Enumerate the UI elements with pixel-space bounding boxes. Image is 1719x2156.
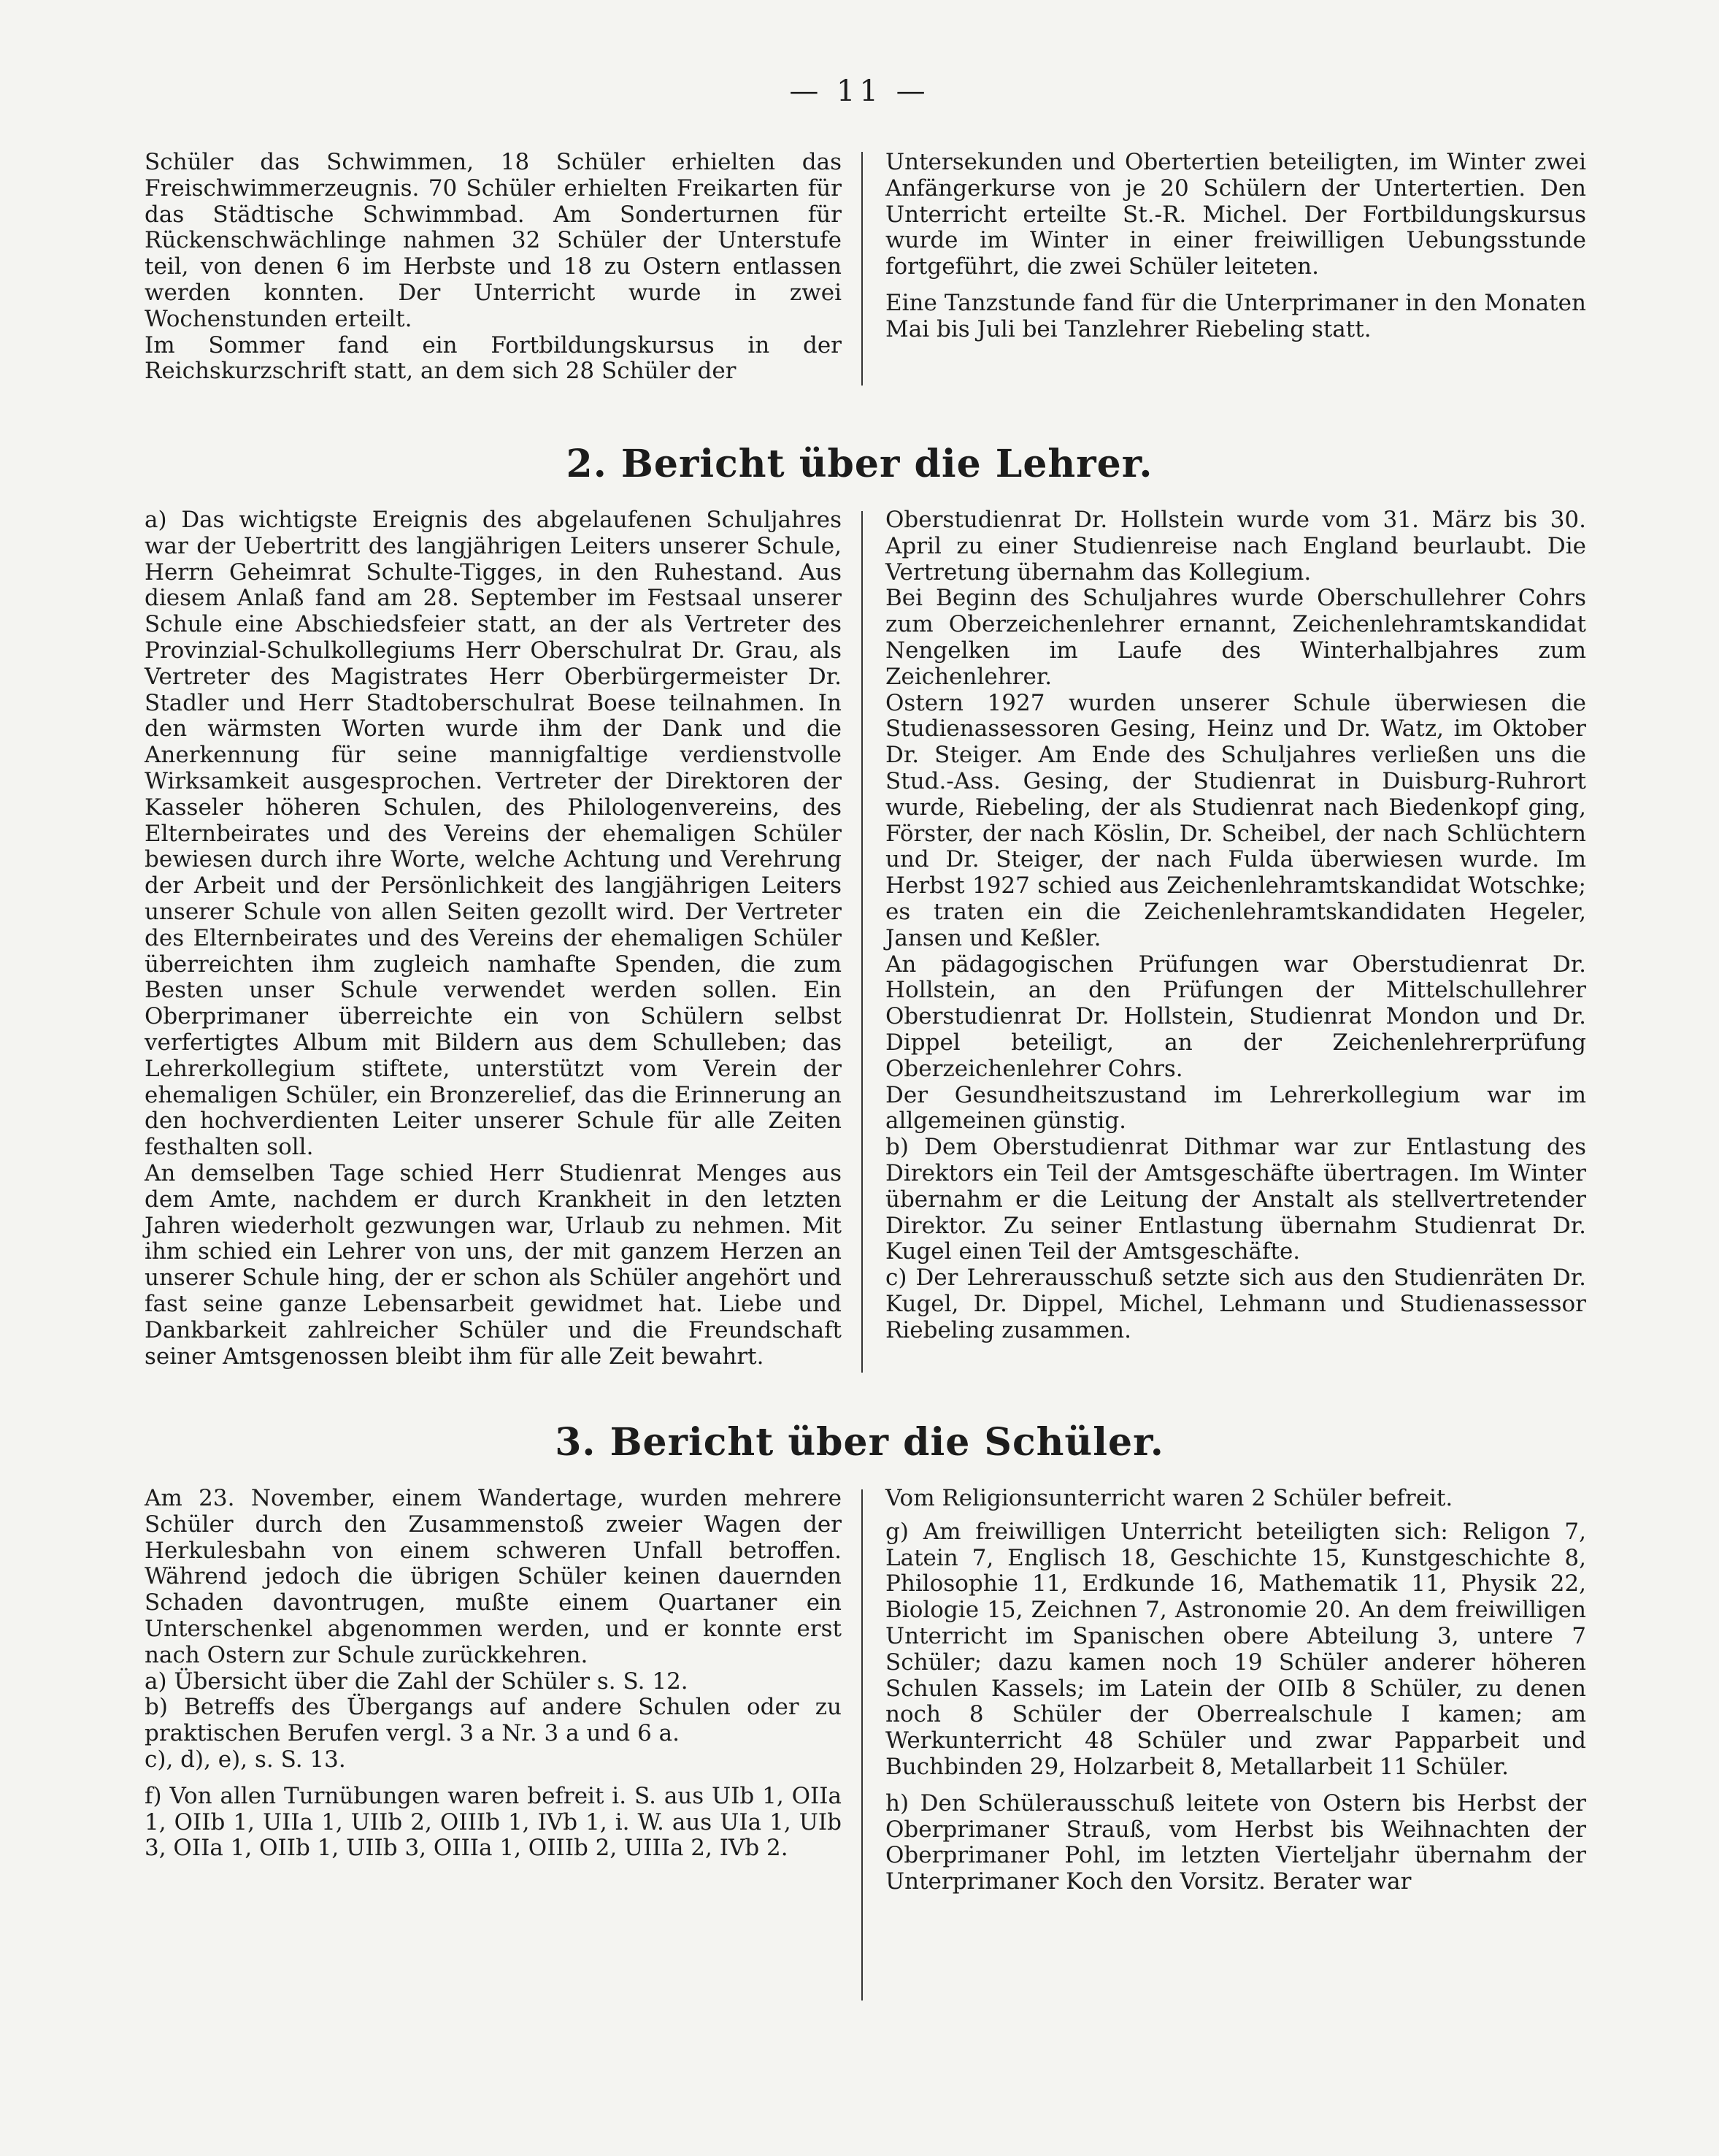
section3-left-column: [145, 1486, 842, 1862]
paragraph: Bei Beginn des Schuljahres wurde Oberschullehrer Cohrs zum Oberzeichenlehrer ernannt, Zeichenlehramtskandidat Nengelken im Laufe des Winterhalbjahres zum Zeichenlehrer.: [885, 585, 1586, 690]
paragraph: Im Sommer fand ein Fortbildungskursus in der Reichskurzschrift statt, an dem sich 28 Schüler der: [145, 331, 842, 385]
paragraph: An demselben Tage schied Herr Studienrat Menges aus dem Amte, nachdem er durch Krankheit in den letzten Jahren wiederholt gezwungen war, Urlaub zu nehmen. Mit ihm schied ein Lehrer von uns, der mit ganzem Herzen an unserer Schule hing, der er schon als Schüler angehört und fast seine ganze Lebensarbeit gewidmet hat. Liebe und Dankbarkeit zahlreicher Schüler und die Freundschaft seiner Amtsgenossen bleibt ihm für alle Zeit bewahrt.: [145, 1159, 842, 1370]
column-divider: [861, 1489, 863, 2000]
section3-right-column: [885, 1486, 1586, 1895]
paragraph: c) Der Lehrerausschuß setzte sich aus den Studienräten Dr. Kugel, Dr. Dippel, Michel, Lehmann und Studienassessor Riebeling zusammen.: [885, 1265, 1586, 1343]
paragraph: a) Übersicht über die Zahl der Schüler s. S. 12.: [145, 1668, 688, 1695]
paragraph: f) Von allen Turnübungen waren befreit i. S. aus UIb 1, OIIa 1, OIIb 1, UIIa 1, UIIb 2, OIIIb 1, IVb 1, i. W. aus UIa 1, UIb 3, OIIa 1, OIIb 1, UIIb 3, OIIIa 1, OIIIb 2, UIIIa 2, IVb 2.: [145, 1782, 842, 1862]
section-heading: 2. Bericht über die Lehrer.: [566, 442, 1153, 486]
paragraph: a) Das wichtigste Ereignis des abgelaufenen Schuljahres war der Uebertritt des langjährigen Leiters unserer Schule, Herrn Geheimrat Schulte-Tigges, in den Ruhestand. Aus diesem Anlaß fand am 28. September im Festsaal unserer Schule eine Abschiedsfeier statt, an der als Vertreter des Provinzial-Schulkollegiums Herr Oberschulrat Dr. Grau, als Vertreter des Magistrates Herr Oberbürgermeister Dr. Stadler und Herr Stadtoberschulrat Boese teilnahmen. In den wärmsten Worten wurde ihm der Dank und die Anerkennung für seine mannigfaltige verdienstvolle Wirksamkeit ausgesprochen. Vertreter der Direktoren der Kasseler höheren Schulen, des Philologenvereins, des Elternbeirates und des Vereins der ehemaligen Schüler bewiesen durch ihre Worte, welche Achtung und Verehrung der Arbeit und der Persönlichkeit des langjährigen Leiters unserer Schule von allen Seiten gezollt wird. Der Vertreter des Elternbeirates und des Vereins der ehemaligen Schüler überreichten ihm zugleich namhafte Spenden, die zum Besten unser Schule verwendet werden sollen. Ein Oberprimaner überreichte ein von Schülern selbst verfertigtes Album mit Bildern aus dem Schulleben; das Lehrerkollegium stiftete, unterstützt vom Verein der ehemaligen Schüler, ein Bronzerelief, das die Erinnerung an den hochverdienten Leiter unserer Schule für alle Zeiten festhalten soll.: [145, 507, 842, 1161]
paragraph: Am 23. November, einem Wandertage, wurden mehrere Schüler durch den Zusammenstoß zweier Wagen der Herkulesbahn von einem schweren Unfall betroffen. Während jedoch die übrigen Schüler keinen dauernden Schaden davontrugen, mußte einem Quartaner ein Unterschenkel abgenommen werden, und er konnte erst nach Ostern zur Schule zurückkehren.: [145, 1485, 842, 1668]
paragraph: Vom Religionsunterricht waren 2 Schüler befreit.: [885, 1485, 1453, 1511]
page-number: — 11 —: [789, 74, 930, 108]
paragraph: g) Am freiwilligen Unterricht beteiligten sich: Religon 7, Latein 7, Englisch 18, Geschichte 15, Kunstgeschichte 8, Philosophie 11, Erdkunde 16, Mathematik 11, Physik 22, Biologie 15, Zeichnen 7, Astronomie 20. An dem freiwilligen Unterricht im Spanischen obere Abteilung 3, untere 7 Schüler; dazu kamen noch 19 Schüler anderer höheren Schulen Kassels; im Latein der OIIb 8 Schüler, zu denen noch 8 Schüler der Oberrealschule I kamen; am Werkunterricht 48 Schüler und zwar Papparbeit und Buchbinden 29, Holzarbeit 8, Metallarbeit 11 Schüler.: [885, 1518, 1586, 1780]
paragraph: An pädagogischen Prüfungen war Oberstudienrat Dr. Hollstein, an den Prüfungen der Mittelschullehrer Oberstudienrat Dr. Hollstein, Studienrat Mondon und Dr. Dippel beteiligt, an der Zeichenlehrerprüfung Oberzeichenlehrer Cohrs.: [885, 951, 1586, 1082]
paragraph: Ostern 1927 wurden unserer Schule überwiesen die Studienassessoren Gesing, Heinz und Dr. Watz, im Oktober Dr. Steiger. Am Ende des Schuljahres verließen uns die Stud.-Ass. Gesing, der Studienrat in Duisburg-Ruhrort wurde, Riebeling, der als Studienrat nach Biedenkopf ging, Förster, der nach Köslin, Dr. Scheibel, der nach Schlüchtern und Dr. Steiger, der nach Fulda überwiesen wurde. Im Herbst 1927 schied aus Zeichenlehramtskandidat Wotschke; es traten ein die Zeichenlehramtskandidaten Hegeler, Jansen und Keßler.: [885, 689, 1586, 951]
paragraph: Untersekunden und Obertertien beteiligten, im Winter zwei Anfängerkurse von je 20 Schülern der Untertertien. Den Unterricht erteilte St.-R. Michel. Der Fortbildungskursus wurde im Winter in einer freiwilligen Uebungsstunde fortgeführt, die zwei Schüler leiteten.: [885, 149, 1586, 280]
section-heading: 3. Bericht über die Schüler.: [555, 1420, 1164, 1465]
paragraph: c), d), e), s. S. 13.: [145, 1746, 346, 1773]
paragraph: Oberstudienrat Dr. Hollstein wurde vom 31. März bis 30. April zu einer Studienreise nach England beurlaubt. Die Vertretung übernahm das Kollegium.: [885, 507, 1586, 586]
column-divider: [861, 511, 863, 1373]
paragraph: h) Den Schülerausschuß leitete von Ostern bis Herbst der Oberprimaner Strauß, vom Herbst bis Weihnachten der Oberprimaner Pohl, im letzten Vierteljahr übernahm der Unterprimaner Koch den Vorsitz. Berater war: [885, 1789, 1586, 1895]
paragraph: Eine Tanzstunde fand für die Unterprimaner in den Monaten Mai bis Juli bei Tanzlehrer Riebeling statt.: [885, 289, 1586, 342]
section1-right-column: [885, 150, 1586, 343]
section1-left-column: [145, 150, 842, 385]
section2-left-column: [145, 507, 842, 1370]
paragraph: Schüler das Schwimmen, 18 Schüler erhielten das Freischwimmerzeugnis. 70 Schüler erhielten Freikarten für das Städtische Schwimmbad. Am Sonderturnen für Rückenschwächlinge nahmen 32 Schüler der Unterstufe teil, von denen 6 im Herbste und 18 zu Ostern entlassen werden konnten. Der Unterricht wurde in zwei Wochenstunden erteilt.: [145, 149, 842, 332]
section2-right-column: [885, 507, 1586, 1344]
paragraph: b) Betreffs des Übergangs auf andere Schulen oder zu praktischen Berufen vergl. 3 a Nr. 3 a und 6 a.: [145, 1694, 842, 1747]
paragraph: b) Dem Oberstudienrat Dithmar war zur Entlastung des Direktors ein Teil der Amtsgeschäfte übertragen. Im Winter übernahm er die Leitung der Anstalt als stellvertretender Direktor. Zu seiner Entlastung übernahm Studienrat Dr. Kugel einen Teil der Amtsgeschäfte.: [885, 1134, 1586, 1265]
column-divider: [861, 152, 863, 385]
paragraph: Der Gesundheitszustand im Lehrerkollegium war im allgemeinen günstig.: [885, 1081, 1586, 1135]
